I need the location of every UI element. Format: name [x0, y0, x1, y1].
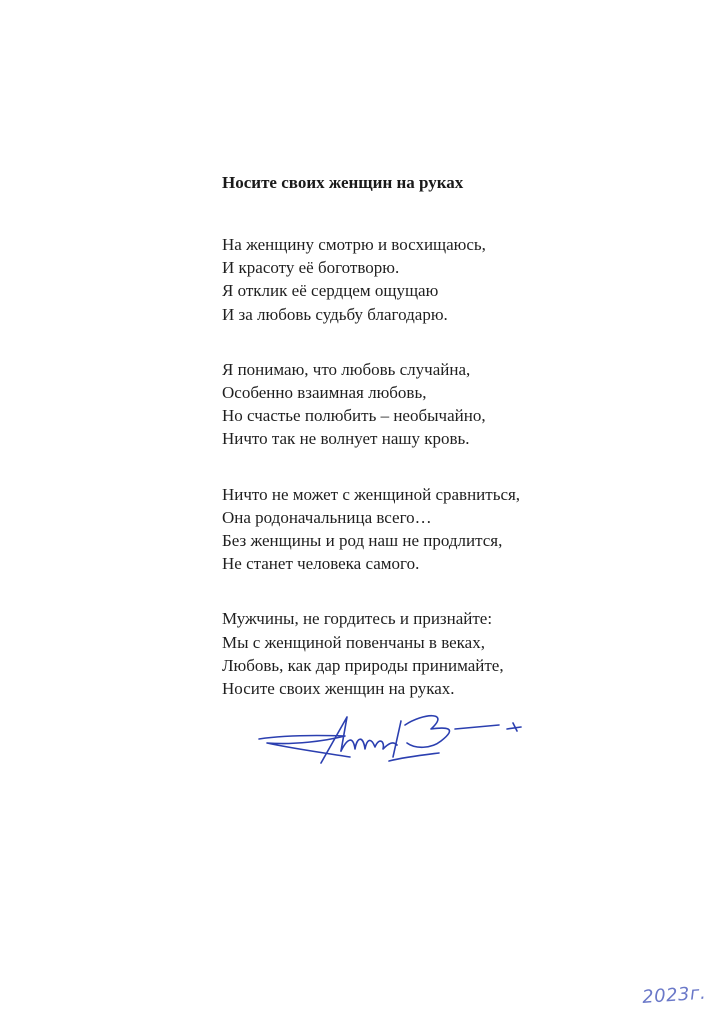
poem-line: И красоту её боготворю.	[222, 258, 400, 278]
poem-line: Любовь, как дар природы принимайте,	[222, 655, 504, 675]
stanza-3	[222, 483, 642, 576]
poem-line: Без женщины и род наш не продлится,	[222, 531, 503, 551]
poem-line: Мужчины, не гордитесь и признайте:	[222, 609, 493, 629]
poem-line: Особенно взаимная любовь,	[222, 383, 427, 403]
stanza-2	[222, 358, 642, 451]
poem-line: Я отклик её сердцем ощущаю	[222, 281, 439, 301]
poem-line: Носите своих женщин на руках.	[222, 679, 455, 699]
handwritten-signature	[255, 705, 535, 775]
poem-line: Не станет человека самого.	[222, 554, 420, 574]
stanza-1	[222, 233, 642, 326]
poem-line: Но счастье полюбить – необычайно,	[222, 406, 486, 426]
poem-line: Ничто не может с женщиной сравниться,	[222, 484, 521, 504]
poem-line: На женщину смотрю и восхищаюсь,	[222, 235, 486, 254]
poem-line: Она родоначальница всего…	[222, 507, 432, 527]
handwritten-date: 2023г.	[641, 982, 707, 1008]
poem-line: Мы с женщиной повенчаны в веках,	[222, 632, 485, 652]
poem-title: Носите своих женщин на руках	[222, 173, 464, 192]
poem-body	[222, 233, 642, 732]
poem-line: И за любовь судьбу благодарю.	[222, 304, 448, 324]
poem-line: Я понимаю, что любовь случайна,	[222, 359, 471, 379]
poem-line: Ничто так не волнует нашу кровь.	[222, 429, 470, 449]
stanza-4	[222, 607, 642, 700]
